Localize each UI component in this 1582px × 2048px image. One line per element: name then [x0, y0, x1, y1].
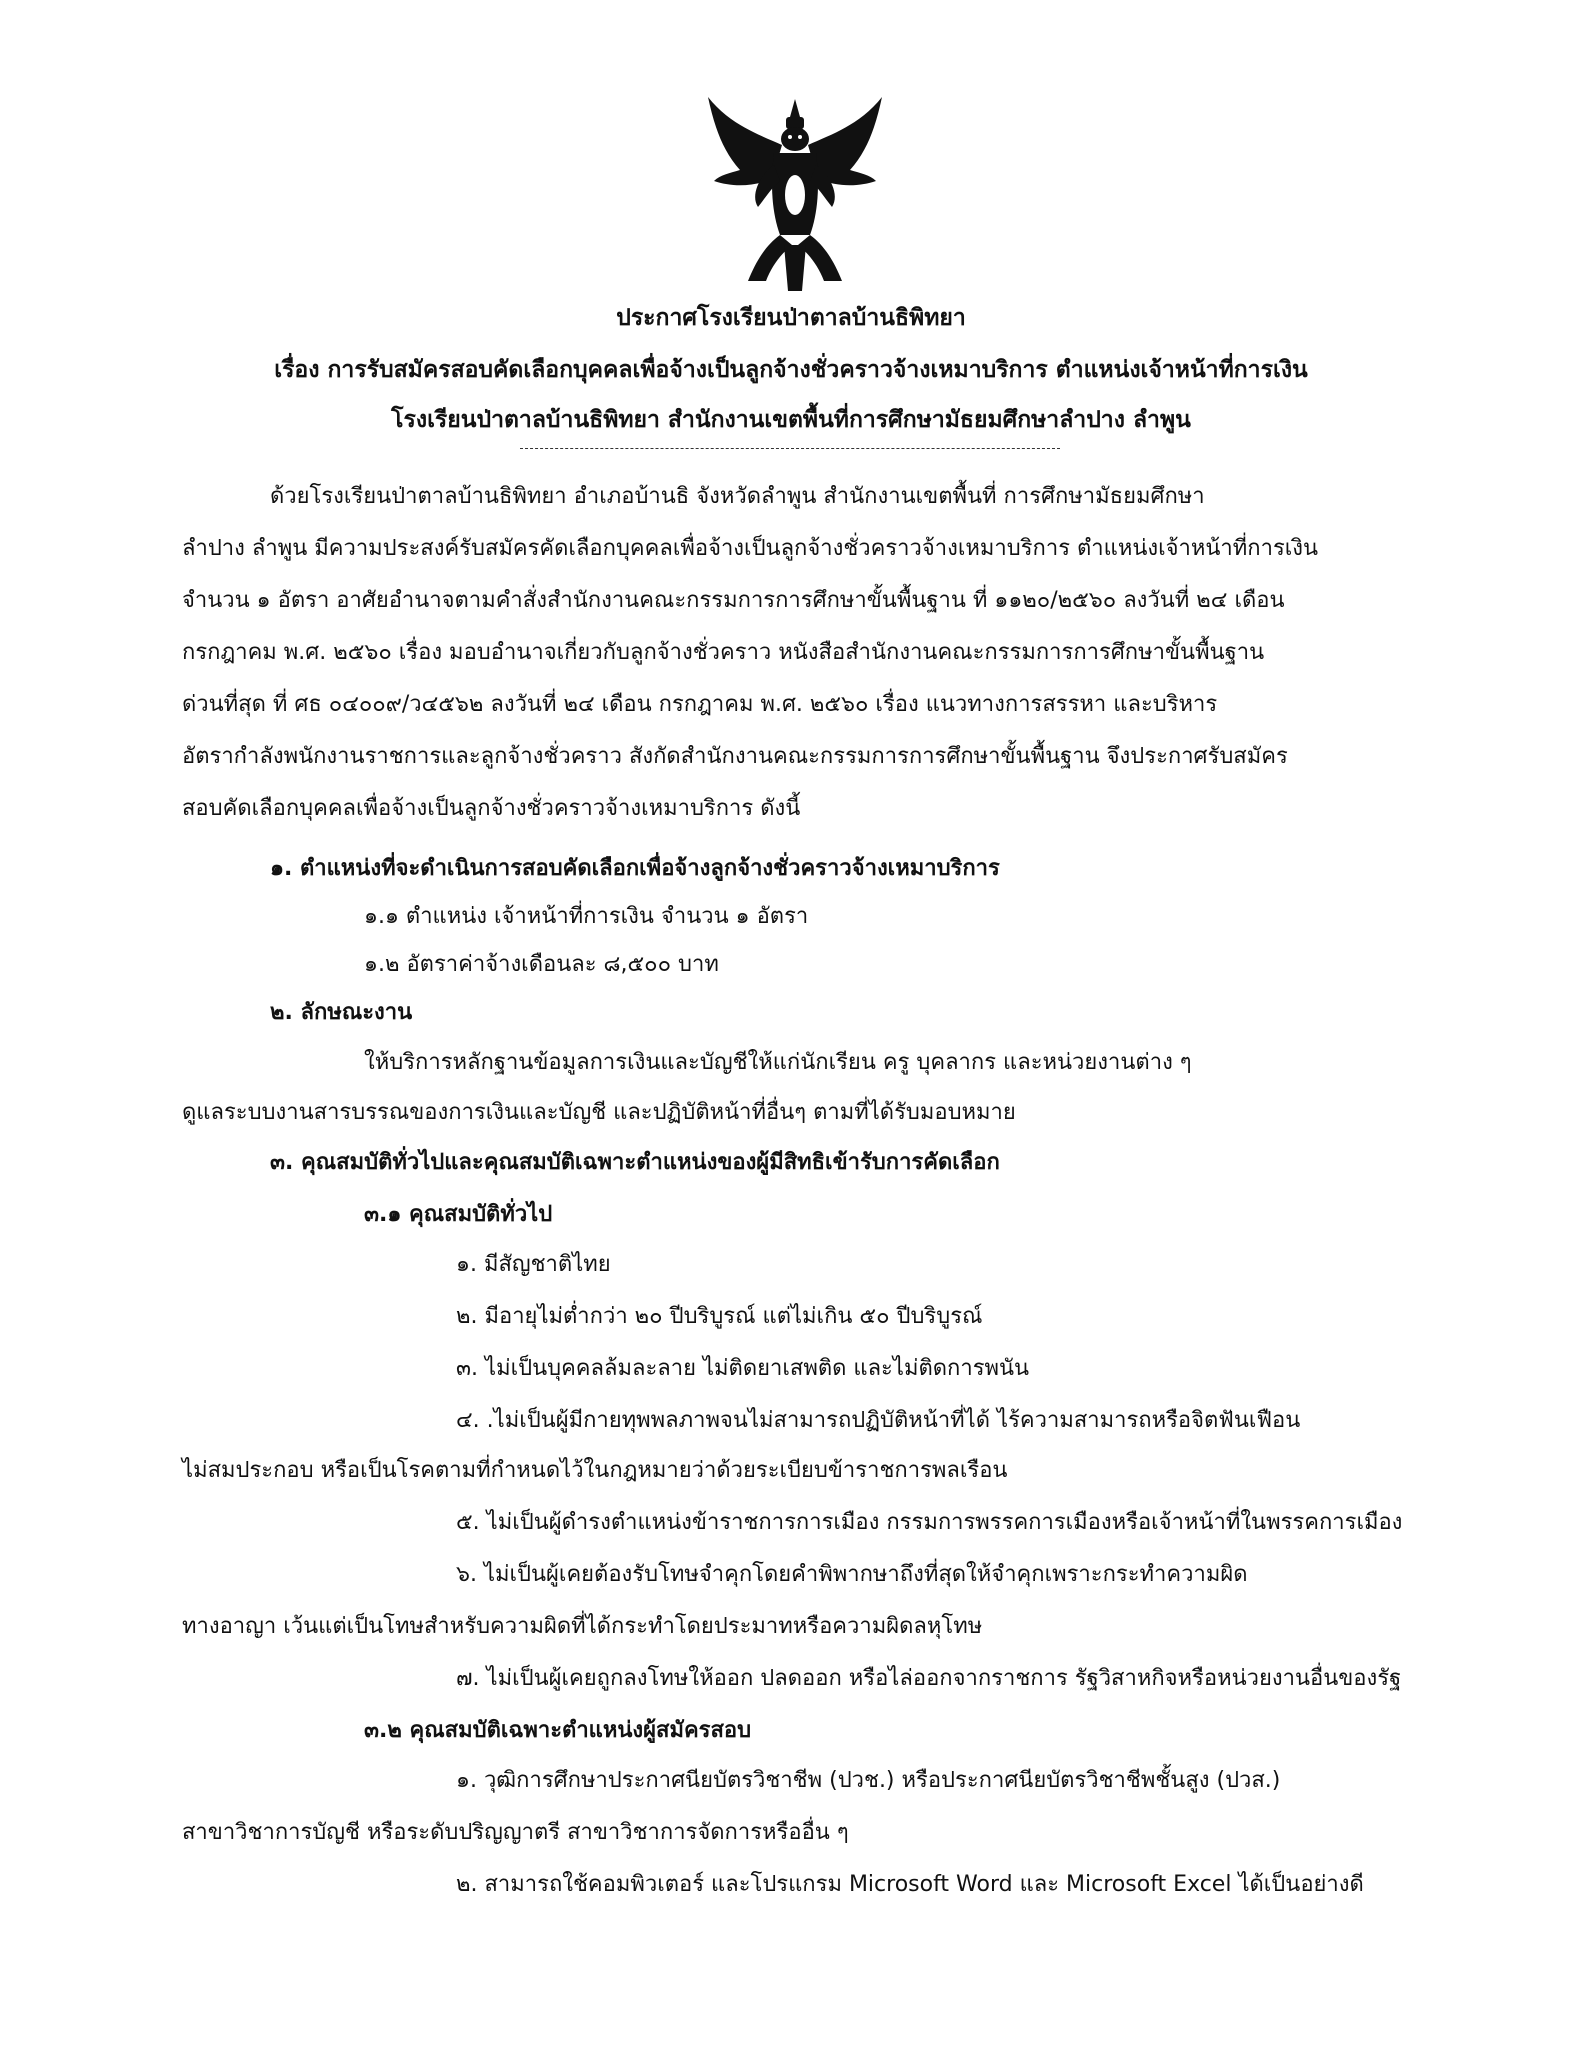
qualification-item: ๗. ไม่เป็นผู้เคยถูกลงโทษให้ออก ปลดออก หรือไล่ออกจากราชการ รัฐวิสาหกิจหรือหน่วยงานอื่นของรัฐ [456, 1666, 1402, 1691]
intro-line: ด่วนที่สุด ที่ ศธ ๐๔๐๐๙/ว๔๕๖๒ ลงวันที่ ๒๔ เดือน กรกฎาคม พ.ศ. ๒๕๖๐ เรื่อง แนวทางการสรรหา และบริหาร [182, 692, 1218, 717]
section3-sub-heading: ๓.๒ คุณสมบัติเฉพาะตำแหน่งผู้สมัครสอบ [364, 1718, 752, 1743]
heading-organization: โรงเรียนป่าตาลบ้านธิพิทยา สำนักงานเขตพื้นที่การศึกษามัธยมศึกษาลำปาง ลำพูน [391, 407, 1191, 433]
section1-item: ๑.๑ ตำแหน่ง เจ้าหน้าที่การเงิน จำนวน ๑ อัตรา [364, 904, 809, 929]
section2-heading: ๒. ลักษณะงาน [270, 1000, 413, 1025]
garuda-emblem-icon [700, 95, 890, 295]
qualification-item-cont: ไม่สมประกอบ หรือเป็นโรคตามที่กำหนดไว้ในกฎหมายว่าด้วยระเบียบข้าราชการพลเรือน [182, 1458, 1008, 1483]
heading-divider [520, 448, 1060, 449]
qualification-item: ๑. มีสัญชาติไทย [456, 1252, 611, 1277]
heading-title: ประกาศโรงเรียนป่าตาลบ้านธิพิทยา [616, 305, 966, 331]
intro-line: สอบคัดเลือกบุคคลเพื่อจ้างเป็นลูกจ้างชั่วคราวจ้างเหมาบริการ ดังนี้ [182, 796, 801, 821]
heading-subject: เรื่อง การรับสมัครสอบคัดเลือกบุคคลเพื่อจ้างเป็นลูกจ้างชั่วคราวจ้างเหมาบริการ ตำแหน่งเจ้าหน้าที่การเงิน [274, 357, 1308, 383]
section2-line: ดูแลระบบงานสารบรรณของการเงินและบัญชี และปฏิบัติหน้าที่อื่นๆ ตามที่ได้รับมอบหมาย [182, 1100, 1016, 1125]
section1-heading: ๑. ตำแหน่งที่จะดำเนินการสอบคัดเลือกเพื่อจ้างลูกจ้างชั่วคราวจ้างเหมาบริการ [270, 856, 1000, 881]
qualification-item: ๖. ไม่เป็นผู้เคยต้องรับโทษจำคุกโดยคำพิพากษาถึงที่สุดให้จำคุกเพราะกระทำความผิด [456, 1562, 1248, 1587]
section2-line: ให้บริการหลักฐานข้อมูลการเงินและบัญชีให้แก่นักเรียน ครู บุคลากร และหน่วยงานต่าง ๆ [364, 1050, 1192, 1075]
qualification-item: ๓. ไม่เป็นบุคคลล้มละลาย ไม่ติดยาเสพติด และไม่ติดการพนัน [456, 1356, 1030, 1381]
qualification-item-cont: ทางอาญา เว้นแต่เป็นโทษสำหรับความผิดที่ได้กระทำโดยประมาทหรือความผิดลหุโทษ [182, 1614, 983, 1639]
qualification-item: ๒. มีอายุไม่ต่ำกว่า ๒๐ ปีบริบูรณ์ แต่ไม่เกิน ๕๐ ปีบริบูรณ์ [456, 1304, 983, 1329]
intro-line: จำนวน ๑ อัตรา อาศัยอำนาจตามคำสั่งสำนักงานคณะกรรมการการศึกษาขั้นพื้นฐาน ที่ ๑๑๒๐/๒๕๖๐ ลงวันที่ ๒๔ เดือน [182, 588, 1285, 613]
section1-item: ๑.๒ อัตราค่าจ้างเดือนละ ๘,๕๐๐ บาท [364, 952, 719, 977]
qualification-item: ๔. .ไม่เป็นผู้มีกายทุพพลภาพจนไม่สามารถปฏิบัติหน้าที่ได้ ไร้ความสามารถหรือจิตฟันเฟือน [456, 1408, 1301, 1433]
specific-qualification-item: ๑. วุฒิการศึกษาประกาศนียบัตรวิชาชีพ (ปวช.) หรือประกาศนียบัตรวิชาชีพชั้นสูง (ปวส.) [456, 1768, 1281, 1793]
section3-heading: ๓. คุณสมบัติทั่วไปและคุณสมบัติเฉพาะตำแหน่งของผู้มีสิทธิเข้ารับการคัดเลือก [270, 1150, 1000, 1175]
intro-line: ด้วยโรงเรียนป่าตาลบ้านธิ​พิทยา อำเภอบ้านธิ จังหวัดลำพูน สำนักงานเขตพื้นที่ การศึกษามัธยมศึกษา [270, 484, 1205, 509]
section3-sub-heading: ๓.๑ คุณสมบัติทั่วไป [364, 1202, 553, 1227]
specific-qualification-item: ๒. สามารถใช้คอมพิวเตอร์ และโปรแกรม Microsoft Word และ Microsoft Excel ได้เป็นอย่างดี [456, 1872, 1364, 1897]
specific-qualification-item-cont: สาขาวิชาการบัญชี หรือระดับปริญญาตรี สาขาวิชาการจัดการหรืออื่น ๆ [182, 1820, 849, 1845]
qualification-item: ๕. ไม่เป็นผู้ดำรงตำแหน่งข้าราชการการเมือง กรรมการพรรคการเมืองหรือเจ้าหน้าที่ในพรรคการเมือง [456, 1510, 1403, 1535]
intro-line: กรกฎาคม พ.ศ. ๒๕๖๐ เรื่อง มอบอำนาจเกี่ยวกับลูกจ้างชั่วคราว หนังสือสำนักงานคณะกรรมการการศึกษาขั้นพื้นฐาน [182, 640, 1265, 665]
intro-line: อัตรากำลังพนักงานราชการและลูกจ้างชั่วคราว สังกัดสำนักงานคณะกรรมการการศึกษาขั้นพื้นฐาน จึงประกาศรับสมัคร [182, 744, 1288, 769]
intro-line: ลำปาง ลำพูน มีความประสงค์รับสมัครคัดเลือกบุคคลเพื่อจ้างเป็นลูกจ้างชั่วคราวจ้างเหมาบริการ ตำแหน่งเจ้าหน้าที่การเงิน [182, 536, 1319, 561]
